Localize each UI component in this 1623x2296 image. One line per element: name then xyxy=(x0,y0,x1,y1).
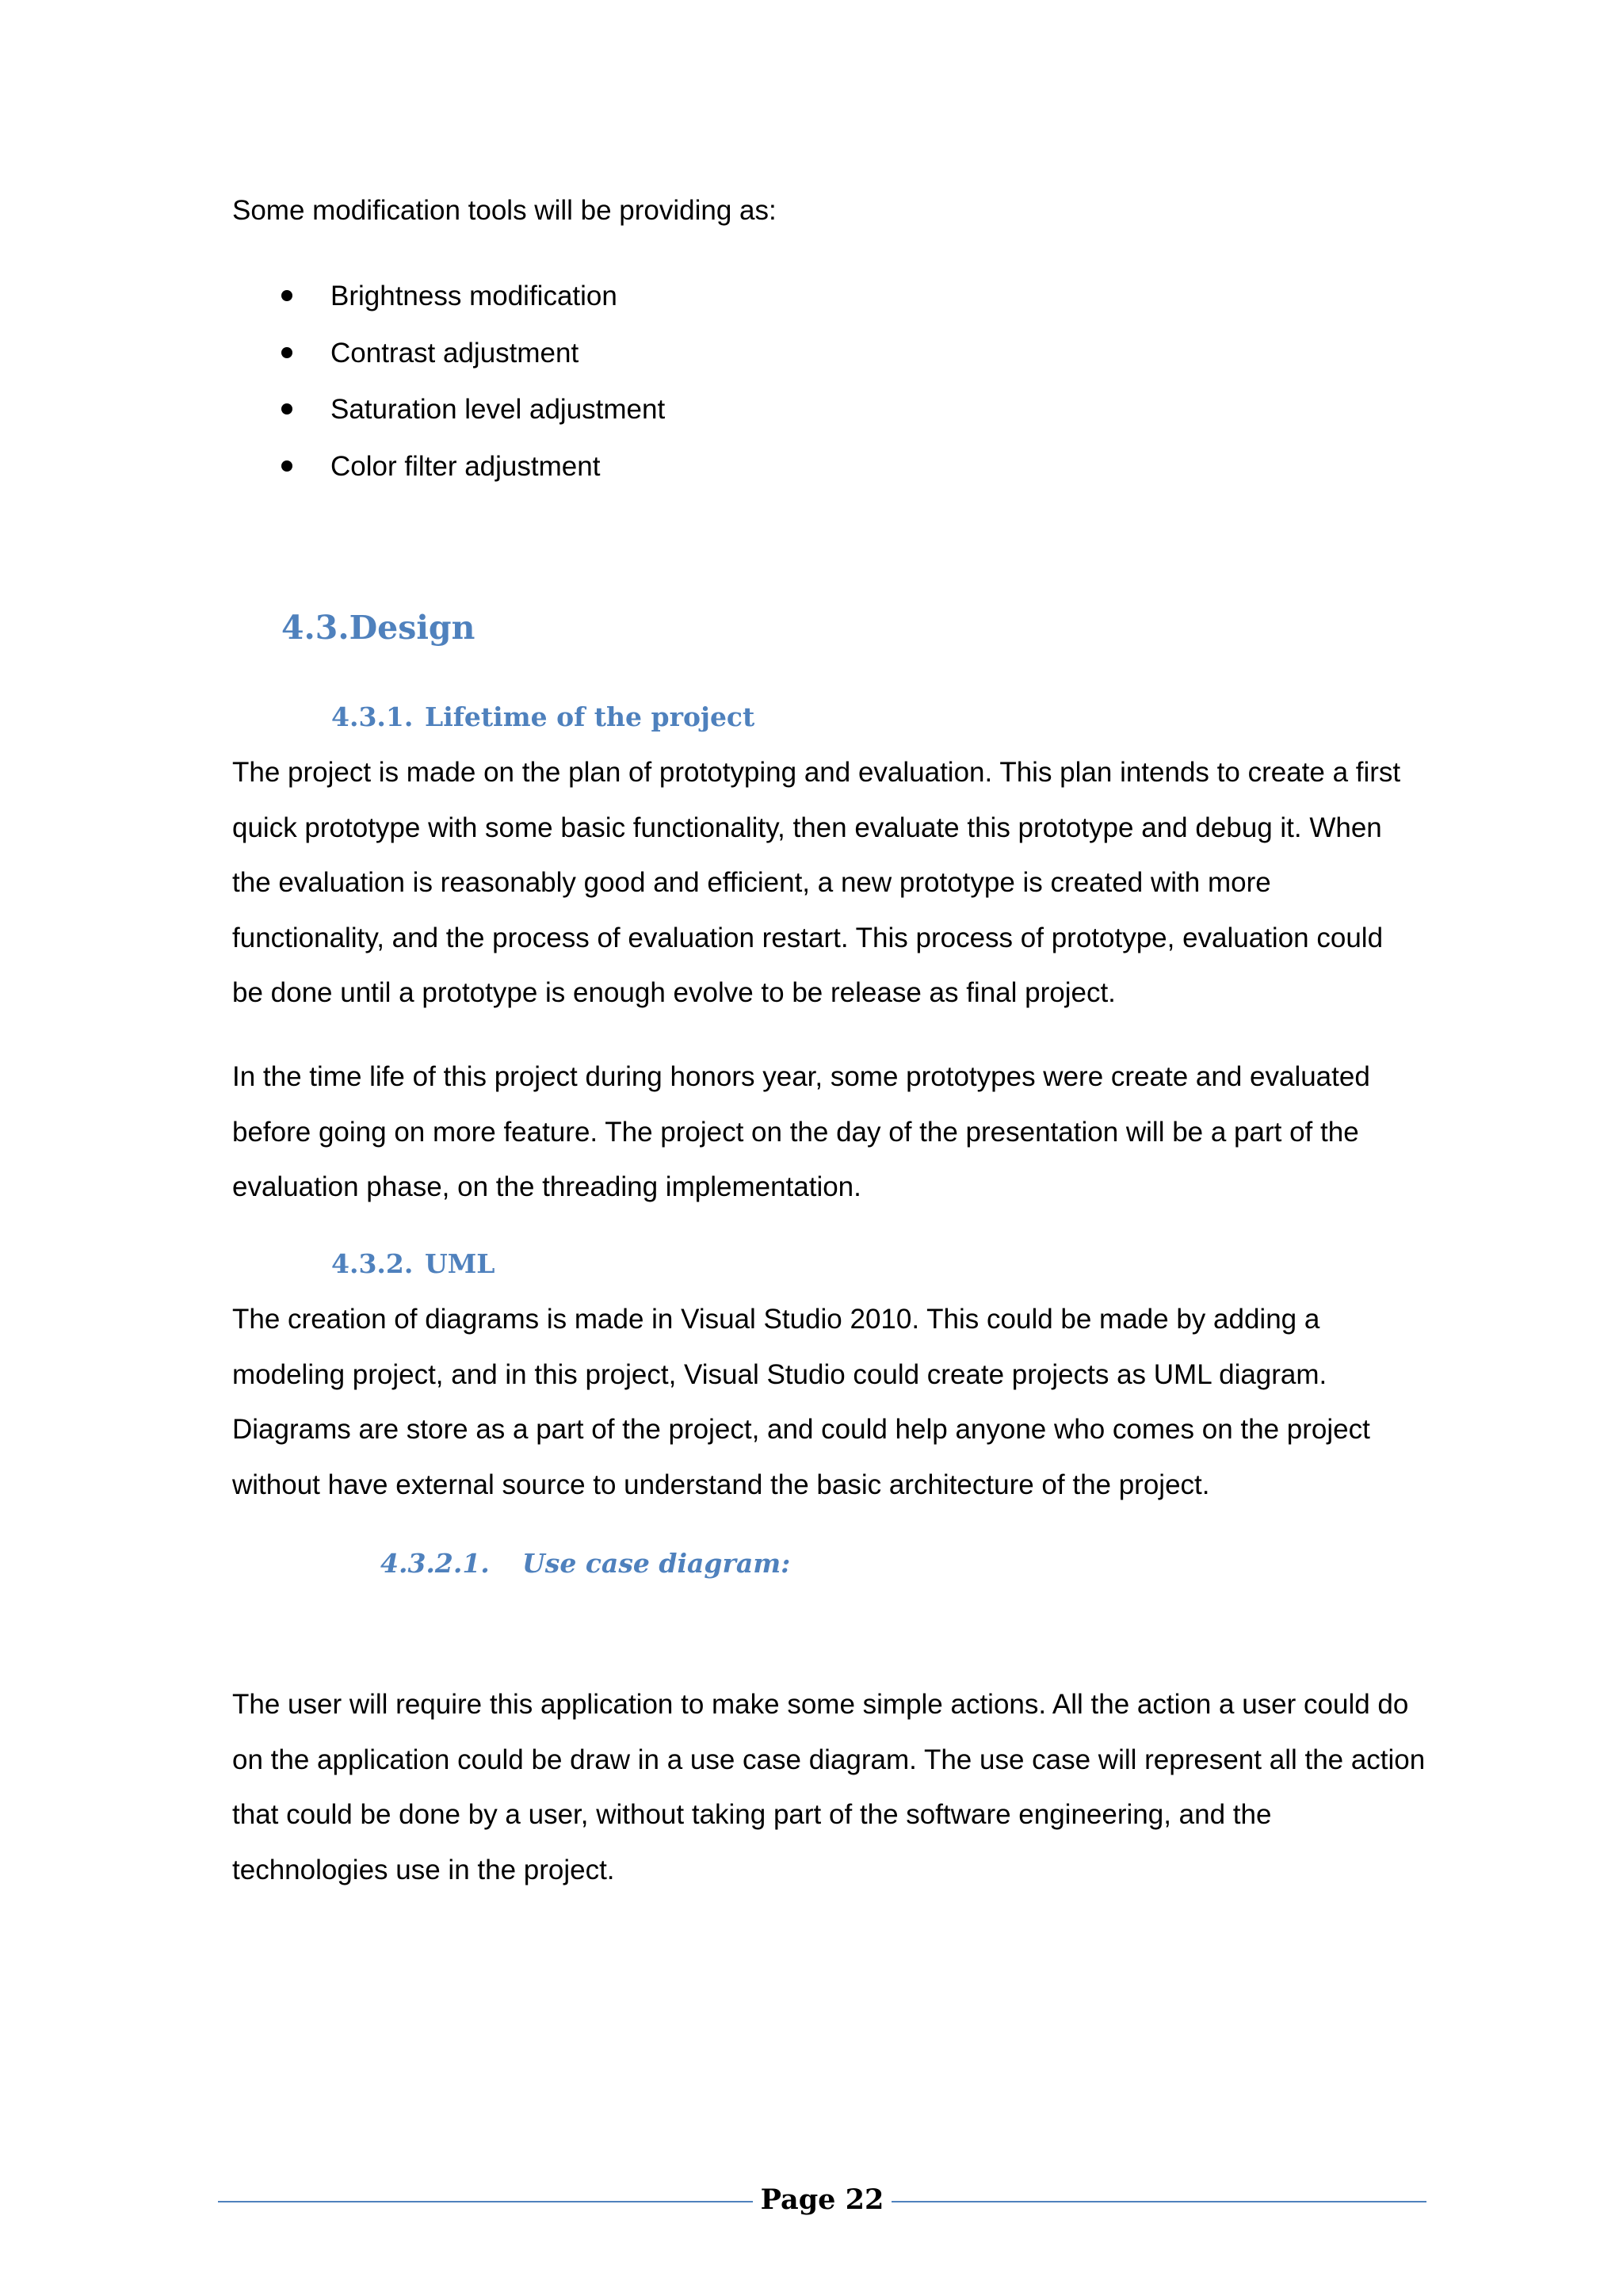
text-line: before going on more feature. The project on the day of the presentation will be a part of the xyxy=(232,1116,1359,1148)
list-item-label: Brightness modification xyxy=(330,281,617,311)
text-line: without have external source to understand the basic architecture of the project. xyxy=(232,1469,1210,1500)
bullet-icon xyxy=(281,347,292,358)
bullet-icon xyxy=(281,460,292,472)
tools-bullet-list xyxy=(281,268,665,495)
lifetime-paragraph-1 xyxy=(232,745,1400,1021)
list-item-label: Saturation level adjustment xyxy=(330,394,666,425)
intro-text: Some modification tools will be providing as: xyxy=(232,195,777,226)
text-line: the evaluation is reasonably good and efficient, a new prototype is created with more xyxy=(232,867,1271,898)
list-item xyxy=(281,438,665,495)
subsection-number: 4.3.1. xyxy=(331,701,414,732)
subsection-heading-uml xyxy=(331,1248,495,1279)
subsection-heading-lifetime xyxy=(331,701,754,732)
text-line: The project is made on the plan of prototyping and evaluation. This plan intends to create a first xyxy=(232,757,1401,788)
footer-rule-right xyxy=(892,2201,1426,2202)
page-number: Page 22 xyxy=(760,2183,884,2216)
text-line: In the time life of this project during honors year, some prototypes were create and evaluated xyxy=(232,1061,1370,1092)
list-item xyxy=(281,381,665,438)
text-line: The user will require this application to make some simple actions. All the action a user could do xyxy=(232,1689,1409,1720)
text-line: evaluation phase, on the threading implementation. xyxy=(232,1171,861,1202)
text-line: that could be done by a user, without taking part of the software engineering, and the xyxy=(232,1799,1272,1830)
bullet-icon xyxy=(281,403,292,415)
footer-rule-left xyxy=(218,2201,753,2202)
subsection-title: UML xyxy=(425,1248,495,1279)
text-line: Diagrams are store as a part of the project, and could help anyone who comes on the project xyxy=(232,1414,1370,1445)
list-item xyxy=(281,325,665,382)
text-line: modeling project, and in this project, Visual Studio could create projects as UML diagram. xyxy=(232,1358,1327,1390)
bullet-icon xyxy=(281,290,292,301)
list-item-label: Contrast adjustment xyxy=(330,337,579,369)
uml-paragraph xyxy=(232,1292,1370,1512)
subsubsection-title: Use case diagram: xyxy=(522,1548,791,1579)
list-item-label: Color filter adjustment xyxy=(330,450,601,482)
subsection-number: 4.3.2. xyxy=(331,1248,414,1279)
list-item xyxy=(281,268,665,325)
text-line: on the application could be draw in a use case diagram. The use case will represent all the action xyxy=(232,1744,1426,1775)
text-line: functionality, and the process of evaluation restart. This process of prototype, evaluation could xyxy=(232,922,1384,953)
text-line: be done until a prototype is enough evolve to be release as final project. xyxy=(232,977,1116,1008)
subsection-title: Lifetime of the project xyxy=(425,701,755,732)
text-line: technologies use in the project. xyxy=(232,1854,615,1885)
subsubsection-heading-use-case xyxy=(380,1548,790,1579)
text-line: quick prototype with some basic functionality, then evaluate this prototype and debug it. When xyxy=(232,812,1382,843)
subsubsection-number: 4.3.2.1. xyxy=(380,1548,490,1579)
lifetime-paragraph-2 xyxy=(232,1049,1370,1215)
text-line: The creation of diagrams is made in Visual Studio 2010. This could be made by adding a xyxy=(232,1304,1320,1335)
use-case-paragraph xyxy=(232,1677,1425,1897)
section-heading-design: 4.3.Design xyxy=(281,609,475,647)
